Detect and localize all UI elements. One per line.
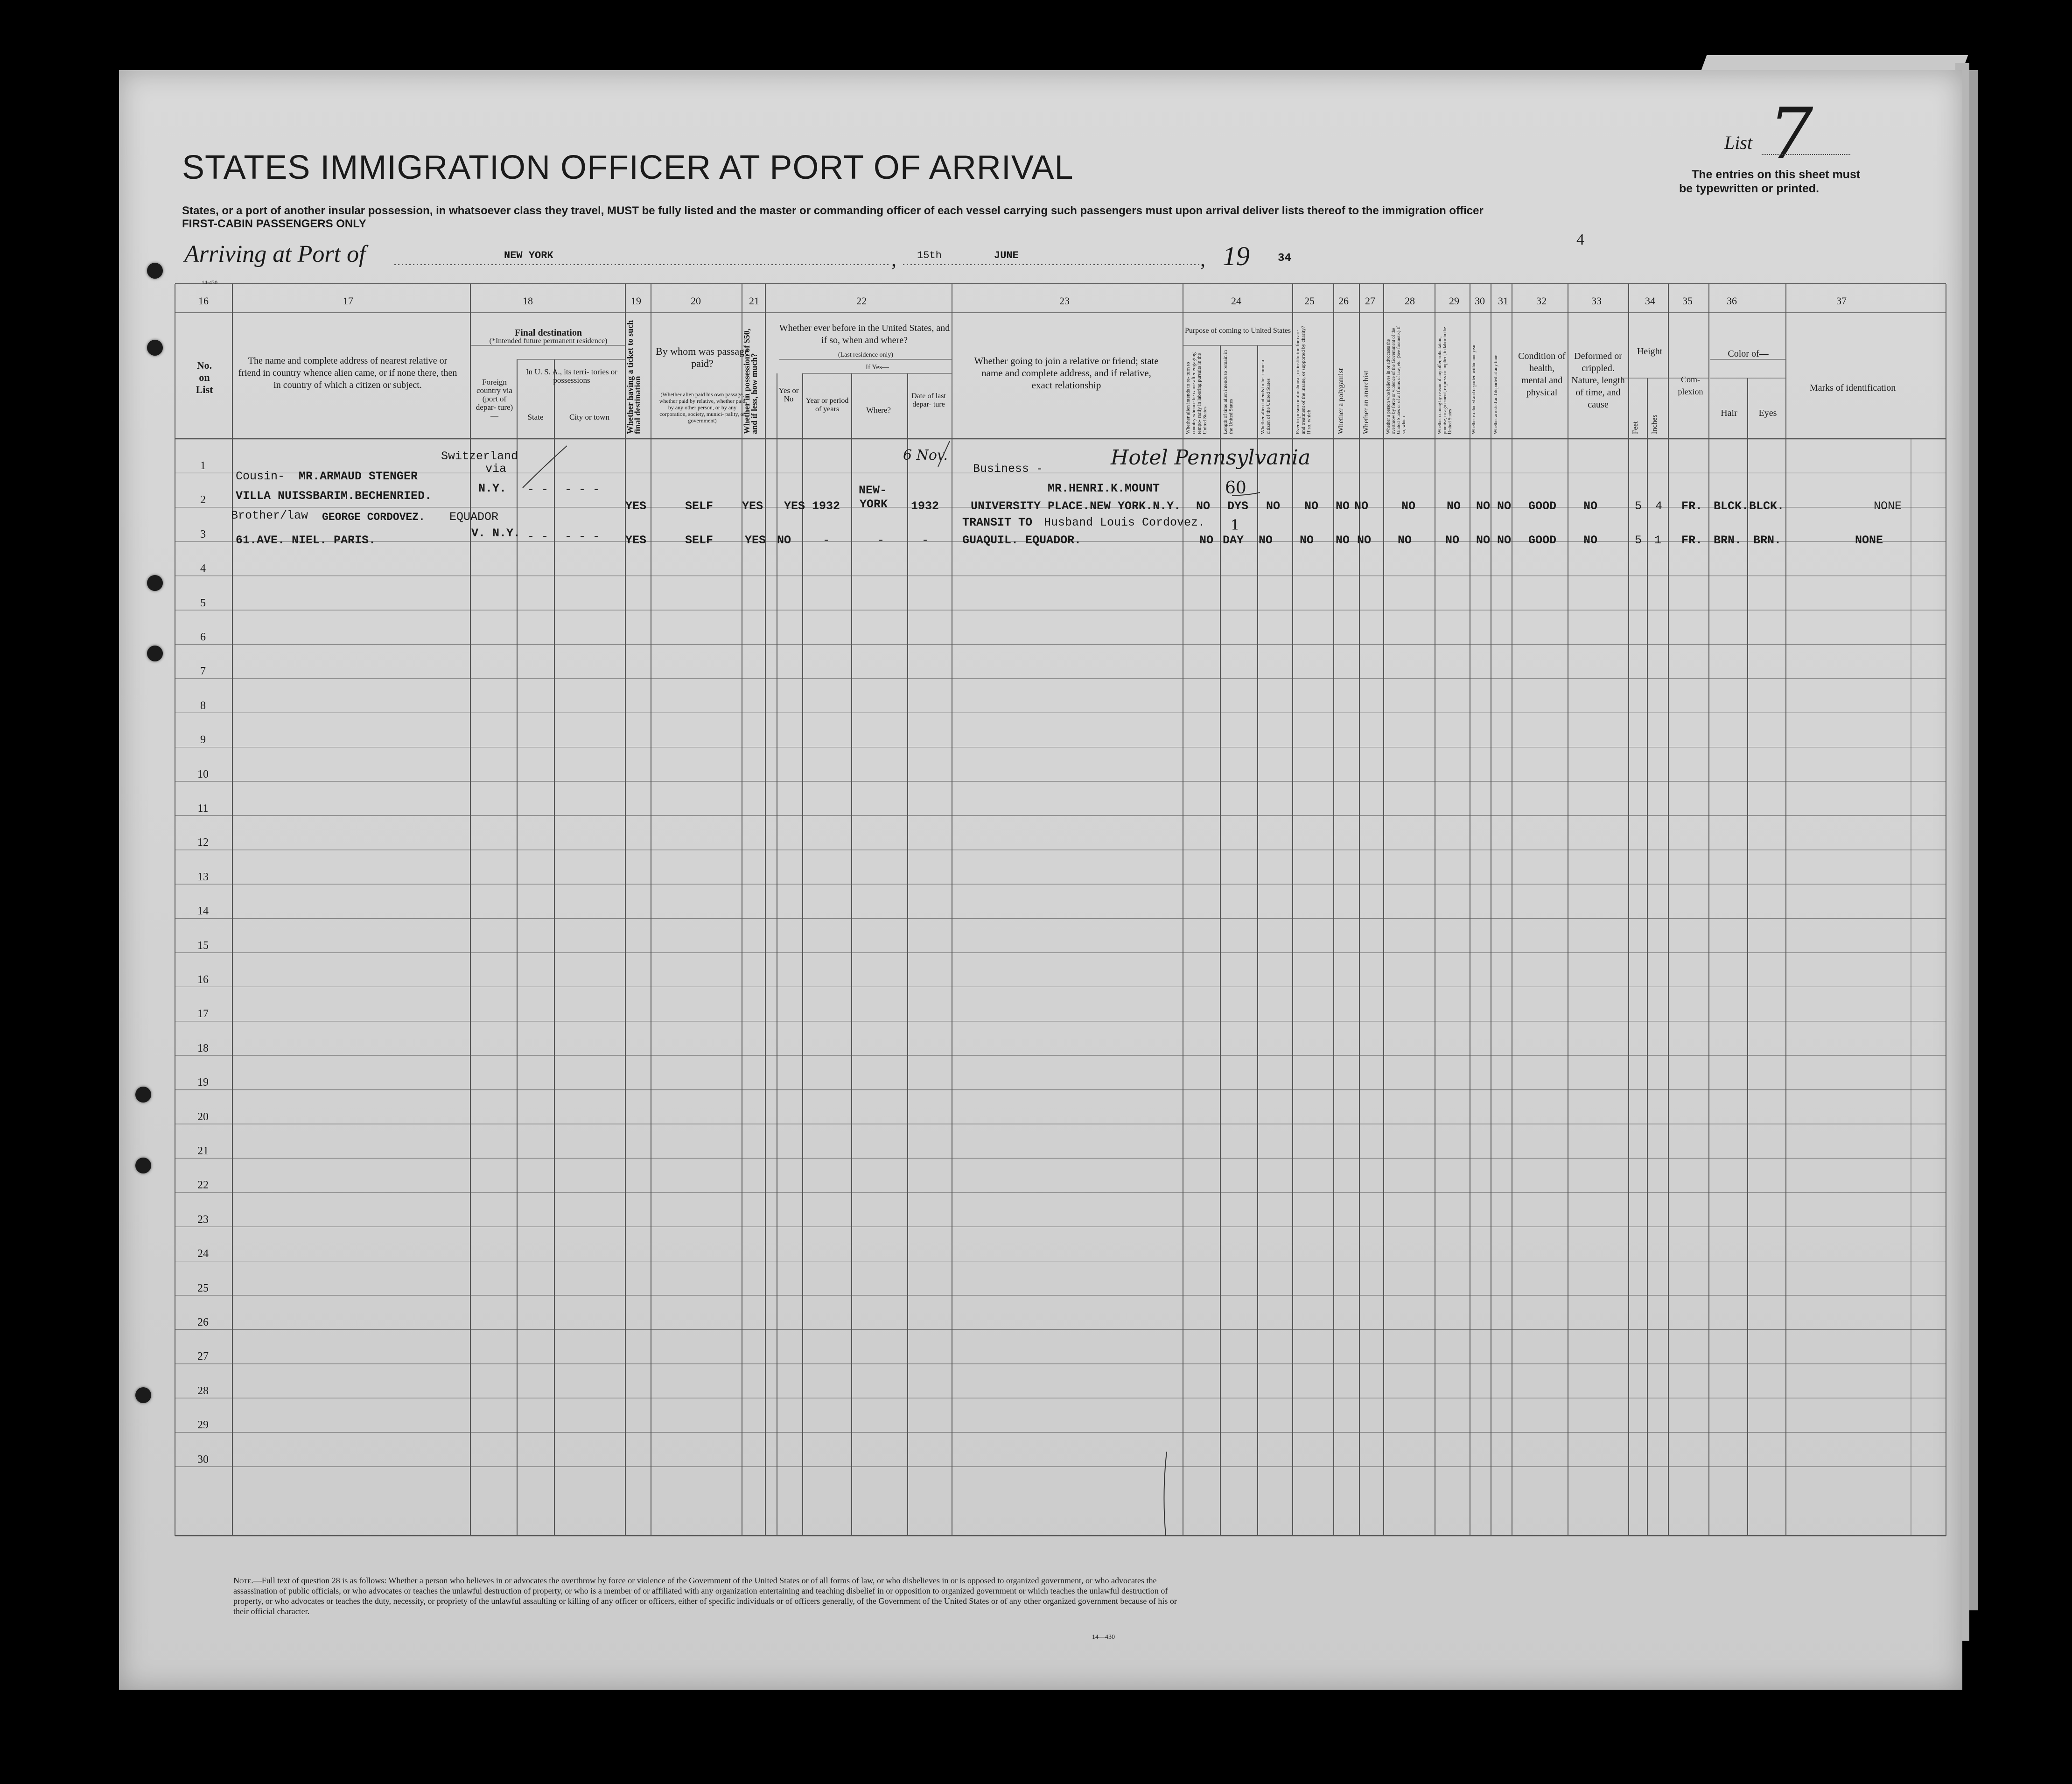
row-number: 6 [200, 631, 206, 643]
first-cabin-label: FIRST-CABIN PASSENGERS ONLY [182, 218, 366, 230]
r1-return: NO [1196, 499, 1211, 513]
r1-year: 1932 [812, 499, 840, 513]
r1-deformed: NO [1583, 499, 1598, 513]
r1-health: GOOD [1528, 499, 1557, 513]
r1-join-2: MR.HENRI.K.MOUNT [1048, 482, 1160, 495]
col-num-33: 33 [1591, 295, 1602, 307]
col-num-21: 21 [749, 295, 759, 307]
r2-hair: BRN. [1714, 534, 1742, 547]
r2-overthrow: NO [1398, 534, 1412, 547]
r2-eyes: BRN. [1753, 534, 1782, 547]
hdr-foreign-country: Foreign country via (port of depar- ture)— [476, 378, 513, 420]
month-value: JUNE [994, 250, 1019, 261]
r2-relative-name: GEORGE CORDOVEZ. [322, 511, 425, 523]
hdr-join-relative: Whether going to join a relative or friend; state name and complete address, and if relative, exact relationship [974, 355, 1159, 391]
hdr-marks: Marks of identification [1809, 383, 1896, 393]
row-number: 30 [197, 1453, 209, 1466]
hdr-excluded: Whether excluded and deported within one year [1471, 344, 1477, 434]
col-num-27: 27 [1365, 295, 1375, 307]
r1-join-3: UNIVERSITY PLACE.NEW YORK.N.Y. [971, 499, 1181, 513]
hdr-relative-home: The name and complete address of nearest relative or friend in country whence alien came, or if none there, then in country of which a citizen or subject. [238, 356, 457, 390]
r2-departure: - [922, 534, 929, 547]
r2-marks: NONE [1855, 534, 1883, 547]
col-num-31: 31 [1498, 295, 1508, 307]
r1-before: YES [784, 499, 805, 513]
hdr-prison: Ever in prison or almshouse, or institution for care and treatment of the insane, or supported by charity? If so, which [1295, 326, 1312, 434]
row-number: 9 [200, 734, 206, 746]
hdr-feet: Feet [1631, 421, 1639, 434]
col-num-32: 32 [1536, 295, 1547, 307]
col-num-23: 23 [1059, 295, 1070, 307]
row-number: 22 [197, 1179, 209, 1192]
hdr-eyes: Eyes [1758, 408, 1777, 418]
hdr-anarchist: Whether an anarchist [1362, 371, 1370, 434]
hdr-arrested: Whether arrested and deported at any time [1493, 355, 1498, 434]
hdr-year-period: Year or period of years [805, 397, 849, 413]
row-number: 11 [197, 802, 209, 815]
hdr-state: State [527, 413, 544, 421]
r1-paid-by: SELF [685, 499, 714, 513]
hdr-deformed: Deformed or crippled. Nature, length of time, and cause [1571, 351, 1625, 410]
footnote-label: Note. [233, 1576, 253, 1585]
col-num-28: 28 [1405, 295, 1415, 307]
col-num-34: 34 [1645, 295, 1655, 307]
col-num-29: 29 [1449, 295, 1459, 307]
row-number: 25 [197, 1282, 209, 1294]
col-num-35: 35 [1682, 295, 1693, 307]
sheet-number: 4 [1576, 231, 1584, 248]
r2-relationship: Brother/law [231, 509, 308, 522]
r1-inches: 4 [1655, 499, 1663, 513]
r2-country: EQUADOR [449, 510, 499, 524]
r1-excluded: NO [1476, 499, 1491, 513]
col-num-37: 37 [1836, 295, 1847, 307]
hdr-date-departure: Date of last depar- ture [911, 392, 946, 408]
r2-deformed: NO [1583, 534, 1598, 547]
hdr-city: City or town [569, 413, 609, 421]
r1-port: N.Y. [478, 482, 507, 495]
hdr-height: Height [1637, 346, 1663, 357]
row-number: 28 [197, 1384, 209, 1397]
r2-polygamist: NO [1336, 534, 1350, 547]
list-label: List [1724, 132, 1753, 153]
row-number: 20 [197, 1110, 209, 1123]
r2-health: GOOD [1528, 534, 1557, 547]
hdr-purpose: Purpose of coming to United States [1184, 327, 1291, 335]
r1-citizen: NO [1266, 499, 1281, 513]
r1-anarchist: NO [1354, 499, 1369, 513]
hdr-paid-by-note: (Whether alien paid his own passage, whether paid by relative, whether paid by any other person, or by any corporation, society, munici- pality, or government) [659, 391, 746, 424]
r2-join-2: GUAQUIL. EQUADOR. [962, 534, 1082, 547]
col-num-16: 16 [198, 295, 209, 307]
r2-prison: NO [1300, 534, 1314, 547]
page-title: STATES IMMIGRATION OFFICER AT PORT OF ARRIVAL [182, 149, 1074, 186]
row-number: 17 [197, 1008, 209, 1020]
r1-join-hand: Hotel Pennsylvania [1111, 446, 1311, 470]
footnote [233, 1575, 1181, 1616]
r1-where-2: YORK [860, 498, 888, 511]
hdr-no-on-list: No. on List [196, 359, 213, 395]
hdr-hair: Hair [1721, 408, 1737, 418]
row-number: 29 [197, 1419, 209, 1432]
row-number: 23 [197, 1213, 209, 1226]
row-number: 2 [200, 494, 206, 506]
hdr-final-dest-note: (*Intended future permanent residence) [489, 337, 608, 345]
col-num-25: 25 [1304, 295, 1315, 307]
r1-prison: NO [1304, 499, 1319, 513]
row-number: 5 [200, 597, 206, 609]
hdr-if-yes: If Yes— [865, 364, 889, 371]
col-num-36: 36 [1727, 295, 1737, 307]
year-suffix: 34 [1278, 252, 1291, 265]
r1-hair: BLCK. [1714, 499, 1749, 513]
row-number: 15 [197, 939, 209, 952]
row-number: 3 [200, 528, 206, 541]
r1-where-1: NEW- [859, 484, 887, 497]
footnote-text: —Full text of question 28 is as follows: Whether a person who believes in or advocates the overthrow by force or violence of the Government of the United States or of all forms of law, or who disbelieves in or is opposed to organized government, or who advocates the assassination of public officials, or who advocates or teaches the unlawful destruction of property, or who is a member of or affiliated with any organization entertaining and teaching disbelief in or opposition to organized government or which teaches the unlawful destruction of property, or who advocates or teaches the duty, necessity, or propriety of the unlawful assaulting or killing of any officer or officers, either of specific individuals or of officers generally, of the Government of the United States or of any other organized government because of his or their official character. [233, 1576, 1177, 1616]
r2-city: - - - [565, 530, 600, 543]
r2-return: NO [1199, 534, 1214, 547]
r1-length: DYS [1227, 499, 1249, 513]
list-number: 7 [1769, 93, 1813, 175]
row-number: 27 [197, 1350, 209, 1363]
hdr-ticket: Whether having a ticket to such final destination [625, 320, 642, 434]
hdr-final-destination: Final destination [515, 328, 582, 338]
hdr-purpose-a: Whether alien intends to re- turn to country whence he came after engaging tempo- rarily in laboring pursuits in the United States [1185, 352, 1208, 434]
r1-departure: 1932 [911, 499, 939, 513]
hdr-color-of: Color of— [1728, 349, 1769, 359]
col-num-19: 19 [631, 295, 641, 307]
hdr-purpose-b: Length of time alien intends to remain in the United States [1223, 350, 1234, 434]
r2-feet: 5 [1635, 534, 1642, 547]
row-number: 13 [197, 871, 209, 883]
r2-citizen: NO [1259, 534, 1273, 547]
row-number: 24 [197, 1248, 209, 1260]
r1-ticket: YES [625, 499, 647, 513]
comma-2: , [1200, 248, 1205, 271]
row-number: 16 [197, 974, 209, 986]
r2-excluded: NO [1476, 534, 1491, 547]
form-code: 14-430 [202, 279, 217, 286]
r2-state: - - [527, 530, 549, 543]
r2-anarchist: NO [1357, 534, 1372, 547]
hdr-complexion: Com- plexion [1678, 375, 1703, 396]
r2-port: V. N.Y. [471, 527, 521, 540]
col-num-18: 18 [523, 295, 533, 307]
port-value: NEW YORK [504, 250, 553, 261]
r1-relative-address: VILLA NUISSBARIM.BECHENRIED. [236, 489, 432, 503]
col-num-26: 26 [1338, 295, 1349, 307]
row-number: 1 [200, 460, 206, 472]
r1-relative-name: MR.ARMAUD STENGER [299, 470, 418, 483]
r2-before: NO [777, 534, 791, 547]
hdr-overthrow: Whether a person who believes in or advocates the overthrow by force or violence of the Government of the United States or of all forms of law, etc. (See footnote.) If so, which [1386, 326, 1407, 434]
row-number: 14 [197, 905, 209, 918]
hdr-yes-no: Yes or No [778, 386, 799, 403]
r1-contract: NO [1447, 499, 1461, 513]
row-number: 26 [197, 1316, 209, 1328]
r1-relationship: Cousin- [236, 470, 285, 483]
entries-note-1: The entries on this sheet must [1692, 168, 1861, 181]
r1-polygamist: NO [1336, 499, 1350, 513]
comma: , [891, 248, 896, 271]
r1-via: via [485, 462, 507, 476]
r1-overthrow: NO [1401, 499, 1416, 513]
r2-length-hand: 1 [1231, 517, 1240, 534]
r2-paid-by: SELF [685, 534, 714, 547]
r2-inches: 1 [1654, 534, 1662, 547]
r2-join-1b: Husband Louis Cordovez. [1044, 516, 1205, 529]
col-num-22: 22 [856, 295, 867, 307]
r2-relative-address: 61.AVE. NIEL. PARIS. [236, 534, 376, 547]
row-number: 7 [200, 665, 206, 678]
hdr-possession-50: Whether in possession of $50, and if less, how much? [742, 328, 759, 434]
r1-complexion: FR. [1681, 499, 1703, 513]
hdr-in-usa: In U. S. A., its terri- tories or possessions [526, 367, 617, 385]
r1-length-hand: 60 [1225, 478, 1246, 498]
hdr-where: Where? [866, 406, 891, 414]
hdr-inches: Inches [1651, 414, 1659, 434]
row-number: 4 [200, 562, 206, 575]
r1-feet: 5 [1635, 499, 1642, 513]
r1-departure-hand: 6 Nov. [903, 447, 948, 464]
r1-country: Switzerland [441, 450, 518, 463]
day-value: 15th [917, 250, 942, 261]
r2-ticket: YES [625, 534, 647, 547]
r1-marks: NONE [1874, 499, 1902, 513]
col-num-30: 30 [1475, 295, 1485, 307]
entries-note-2: be typewritten or printed. [1679, 182, 1820, 195]
r2-where: - [877, 534, 885, 547]
col-num-20: 20 [691, 295, 701, 307]
hdr-polygamist: Whether a polygamist [1337, 368, 1345, 434]
row-number: 21 [197, 1145, 209, 1157]
hdr-purpose-c: Whether alien intends to be- come a citizen of the United States [1260, 360, 1271, 434]
hdr-before-us: Whether ever before in the United States, and if so, when and where? [779, 323, 950, 345]
row-number: 10 [197, 768, 209, 780]
r1-state: - - [527, 483, 549, 496]
arriving-label: Arriving at Port of [184, 241, 366, 267]
r1-possession: YES [742, 499, 763, 513]
r1-join-1: Business - [973, 462, 1043, 476]
r2-year: - [823, 534, 830, 547]
col-num-24: 24 [1231, 295, 1241, 307]
hdr-last-residence: (Last residence only) [838, 351, 894, 358]
hdr-paid-by: By whom was passage paid? [656, 345, 749, 369]
r2-contract: NO [1445, 534, 1460, 547]
r1-arrested: NO [1497, 499, 1512, 513]
r2-complexion: FR. [1681, 534, 1703, 547]
r2-arrested: NO [1497, 534, 1512, 547]
hdr-health: Condition of health, mental and physical [1518, 351, 1566, 398]
r2-join-1: TRANSIT TO [962, 516, 1033, 529]
r1-eyes: BLCK. [1749, 499, 1785, 513]
row-number: 18 [197, 1042, 209, 1054]
subtitle: States, or a port of another insular possession, in whatsoever class they travel, MUST be fully listed and the master or commanding officer of each vessel carrying such passengers must upon arrival deliver lists thereof to the immigration officer [182, 204, 1484, 217]
r2-length: DAY [1223, 534, 1244, 547]
row-number: 19 [197, 1076, 209, 1089]
row-number: 12 [197, 836, 209, 849]
row-number: 8 [200, 699, 206, 712]
r2-possession: YES [745, 534, 766, 547]
footnote-code: 14—430 [1092, 1634, 1115, 1641]
r1-city: - - - [565, 483, 600, 496]
hdr-contract: Whether coming by reason of any offer, solicitation, promise, or agreement, express or implied, to labor in the United States [1437, 327, 1453, 434]
year-prefix: 19 [1223, 241, 1250, 271]
col-num-17: 17 [343, 295, 353, 307]
